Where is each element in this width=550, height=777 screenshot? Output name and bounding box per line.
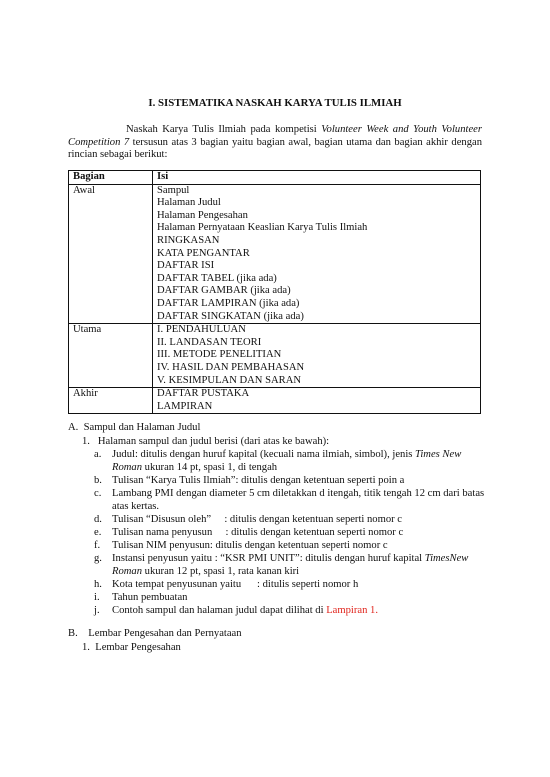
isi-item: DAFTAR GAMBAR (jika ada) — [157, 285, 291, 297]
cell-isi — [153, 184, 481, 324]
font-name: TimesNew Roman — [112, 553, 469, 577]
isi-item: Halaman Judul — [157, 197, 221, 209]
cell-bagian: Akhir — [69, 388, 153, 414]
isi-item: DAFTAR SINGKATAN (jika ada) — [157, 310, 304, 322]
item-text-part: Judul: ditulis dengan huruf kapital (kecuali nama ilmiah, simbol), jenis — [112, 449, 416, 460]
header-isi: Isi — [153, 171, 481, 185]
font-name: Times New Roman — [112, 449, 462, 473]
intro-text: Naskah Karya Tulis Ilmiah pada kompetisi — [126, 124, 322, 135]
table-row — [69, 184, 481, 324]
item-label: d. — [94, 514, 102, 525]
item-text: Tulisan “Disusun oleh” : ditulis dengan ketentuan seperti nomor c — [112, 514, 403, 525]
item-label: b. — [94, 475, 102, 486]
table-header-row — [69, 171, 481, 185]
item-text: Tulisan NIM penyusun: ditulis dengan ketentuan seperti nomor c — [112, 540, 388, 551]
cell-bagian: Awal — [69, 184, 153, 324]
cell-isi — [153, 324, 481, 388]
isi-item: IV. HASIL DAN PEMBAHASAN — [157, 361, 305, 373]
item-label: c. — [94, 488, 102, 499]
section-a-heading: A. Sampul dan Halaman Judul — [68, 422, 201, 433]
item-text — [112, 449, 489, 474]
item-text-part: Instansi penyusun yaitu : “KSR PMI UNIT”: ditulis dengan huruf kapital — [112, 553, 425, 564]
item-text: Lambang PMI dengan diameter 5 cm diletakkan d itengah, titik tengah 12 cm dari batas atas kertas. — [112, 488, 485, 512]
item-text-rest: ukuran 14 pt, spasi 1, di tengah — [142, 461, 278, 473]
isi-item: V. KESIMPULAN DAN SARAN — [157, 374, 302, 386]
item-text-part: Contoh sampul dan halaman judul dapat dilihat di — [112, 605, 327, 616]
isi-item: DAFTAR TABEL (jika ada) — [157, 272, 277, 284]
table-row — [69, 388, 481, 414]
isi-item: Sampul — [157, 184, 190, 196]
isi-item: LAMPIRAN — [157, 400, 213, 412]
competition-name: Volunteer Week and Youth Volunteer Competition 7 — [68, 124, 482, 148]
isi-item: RINGKASAN — [157, 234, 220, 246]
section-title: I. SISTEMATIKA NASKAH KARYA TULIS ILMIAH — [148, 97, 402, 109]
isi-item: I. PENDAHULUAN — [157, 324, 246, 336]
structure-table — [68, 170, 481, 414]
item-label: g. — [94, 553, 102, 564]
item-text: Kota tempat penyusunan yaitu : ditulis seperti nomor h — [112, 579, 359, 590]
item-label: j. — [94, 605, 100, 616]
intro-paragraph — [68, 124, 482, 162]
item-text: Tulisan nama penyusun : ditulis dengan ketentuan seperti nomor c — [112, 527, 404, 538]
lampiran-1-link[interactable]: Lampiran 1. — [326, 605, 378, 616]
section-b-item-1: 1. Lembar Pengesahan — [82, 642, 181, 653]
isi-item: DAFTAR LAMPIRAN (jika ada) — [157, 297, 300, 309]
item-text: Tahun pembuatan — [112, 592, 188, 603]
section-a-item-1: 1. Halaman sampul dan judul berisi (dari atas ke bawah): — [82, 436, 330, 447]
item-label: f. — [94, 540, 101, 551]
section-b-heading: B. Lembar Pengesahan dan Pernyataan — [68, 628, 242, 639]
item-label: h. — [94, 579, 102, 590]
isi-item: KATA PENGANTAR — [157, 247, 250, 259]
table-row — [69, 324, 481, 388]
item-text — [112, 605, 489, 618]
item-text-rest: ukuran 12 pt, spasi 1, rata kanan kiri — [142, 565, 300, 577]
isi-item: Halaman Pernyataan Keaslian Karya Tulis Ilmiah — [157, 222, 368, 234]
item-label: e. — [94, 527, 102, 538]
header-bagian: Bagian — [69, 171, 153, 185]
isi-item: Halaman Pengesahan — [157, 209, 248, 221]
cell-bagian: Utama — [69, 324, 153, 388]
item-text: Tulisan “Karya Tulis Ilmiah”: ditulis dengan ketentuan seperti poin a — [112, 475, 405, 486]
item-label: i. — [94, 592, 100, 603]
item-label: a. — [94, 449, 102, 460]
item-text — [112, 553, 489, 578]
isi-item: DAFTAR ISI — [157, 260, 215, 272]
isi-item: II. LANDASAN TEORI — [157, 336, 262, 348]
isi-item: DAFTAR PUSTAKA — [157, 388, 250, 400]
isi-item: III. METODE PENELITIAN — [157, 349, 282, 361]
intro-text-rest: tersusun atas 3 bagian yaitu bagian awal, bagian utama dan bagian akhir dengan rincian sebagai berikut: — [68, 136, 482, 161]
cell-isi — [153, 388, 481, 414]
